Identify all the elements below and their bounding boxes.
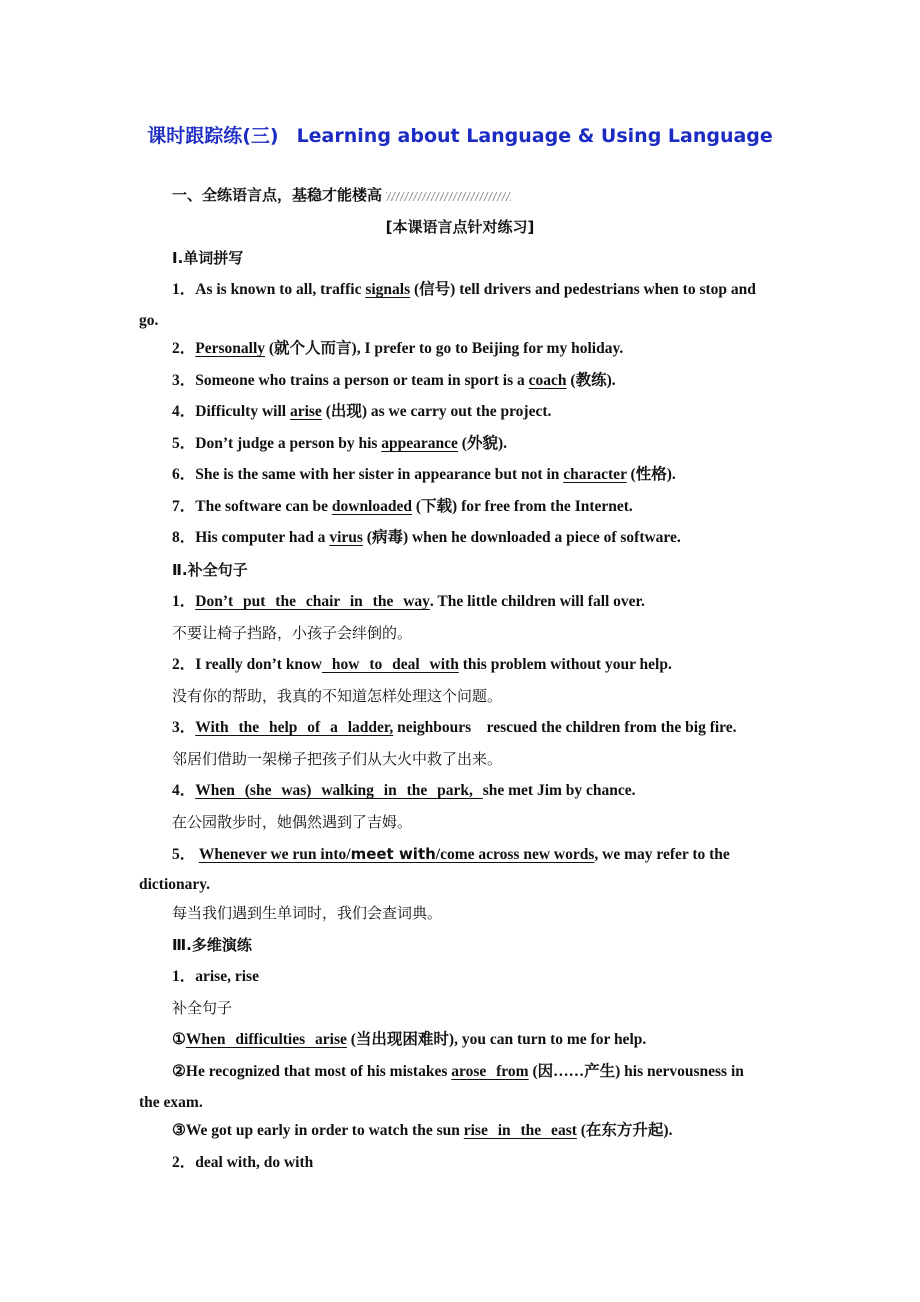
answer: downloaded [331,498,412,515]
answer: appearance [381,435,458,452]
answer: how to deal with [322,656,459,673]
part2-heading: Ⅱ.补全句子 [172,561,248,579]
part1-item-8: 8．His computer had a virus (病毒) when he downloaded a piece of software. [172,529,681,546]
part3-item-2: ②He recognized that most of his mistakes arose from (因……产生) his nervousness in [172,1063,744,1080]
part3-item-2-cont: the exam. [139,1094,203,1111]
answer: When (she was) walking in the park, [195,782,483,799]
hatch-decoration [386,192,511,201]
part1-item-7: 7．The software can be downloaded (下载) for free from the Internet. [172,498,633,515]
part2-item-4: 4．When (she was) walking in the park, she met Jim by chance. [172,782,636,799]
title-chinese: 课时跟踪练(三) [147,125,279,147]
part3-heading: Ⅲ.多维演练 [172,936,252,954]
answer: Don’t put the chair in the way [195,593,430,610]
part3-item-3: ③We got up early in order to watch the sun rise in the east (在东方升起). [172,1122,673,1139]
part2-item-2: 2．I really don’t know how to deal with this problem without your help. [172,656,672,673]
part2-item-3: 3．With the help of a ladder, neighbours rescued the children from the big fire. [172,719,737,736]
part2-item-1-translation: 不要让椅子挡路，小孩子会绊倒的。 [172,624,413,642]
answer: virus [329,529,363,546]
answer: signals [365,281,411,298]
part2-item-1: 1．Don’t put the chair in the way. The little children will fall over. [172,593,645,610]
part2-item-4-translation: 在公园散步时，她偶然遇到了吉姆。 [172,813,413,831]
answer: With the help of a ladder, [195,719,394,736]
answer: When difficulties arise [185,1031,347,1048]
part2-item-2-translation: 没有你的帮助，我真的不知道怎样处理这个问题。 [172,687,503,705]
part2-item-5-cont: dictionary. [139,876,211,893]
section-subheading: [本课语言点针对练习] [385,218,535,236]
answer: Personally [195,340,266,357]
part2-item-3-translation: 邻居们借助一架梯子把孩子们从大火中救了出来。 [172,750,503,768]
part1-item-5: 5．Don’t judge a person by his appearance (外貌). [172,435,507,452]
part3-item-1: ①When difficulties arise (当出现困难时), you can turn to me for help. [172,1031,647,1048]
part3-group2-title: 2．deal with, do with [172,1154,314,1171]
section-heading: 一、全练语言点，基稳才能楼高 [172,185,511,206]
part1-item-1-cont: go. [139,312,159,329]
answer: arose from [451,1063,529,1080]
title-english: Learning about Language & Using Language [296,125,773,147]
answer: arise [289,403,322,420]
part1-item-6: 6．She is the same with her sister in appearance but not in character (性格). [172,466,676,483]
page-title [0,121,920,148]
part1-item-3: 3．Someone who trains a person or team in sport is a coach (教练). [172,372,616,389]
part2-item-5-translation: 每当我们遇到生单词时，我们会查词典。 [172,904,443,922]
part1-item-1: 1．As is known to all, traffic signals (信号) tell drivers and pedestrians when to stop and [172,281,756,298]
answer: coach [528,372,567,389]
part1-item-4: 4．Difficulty will arise (出现) as we carry out the project. [172,403,552,420]
part2-item-5: 5． Whenever we run into/meet with/come across new words, we may refer to the [172,845,730,863]
part3-group1-sub: 补全句子 [172,999,233,1017]
answer: Whenever we run into/meet with/come across new words [198,845,595,863]
part3-group1-title: 1．arise, rise [172,968,259,985]
part1-heading: Ⅰ.单词拼写 [172,249,244,267]
part1-item-2: 2．Personally (就个人而言), I prefer to go to Beijing for my holiday. [172,340,624,357]
answer: character [563,466,627,483]
answer: rise in the east [463,1122,577,1139]
